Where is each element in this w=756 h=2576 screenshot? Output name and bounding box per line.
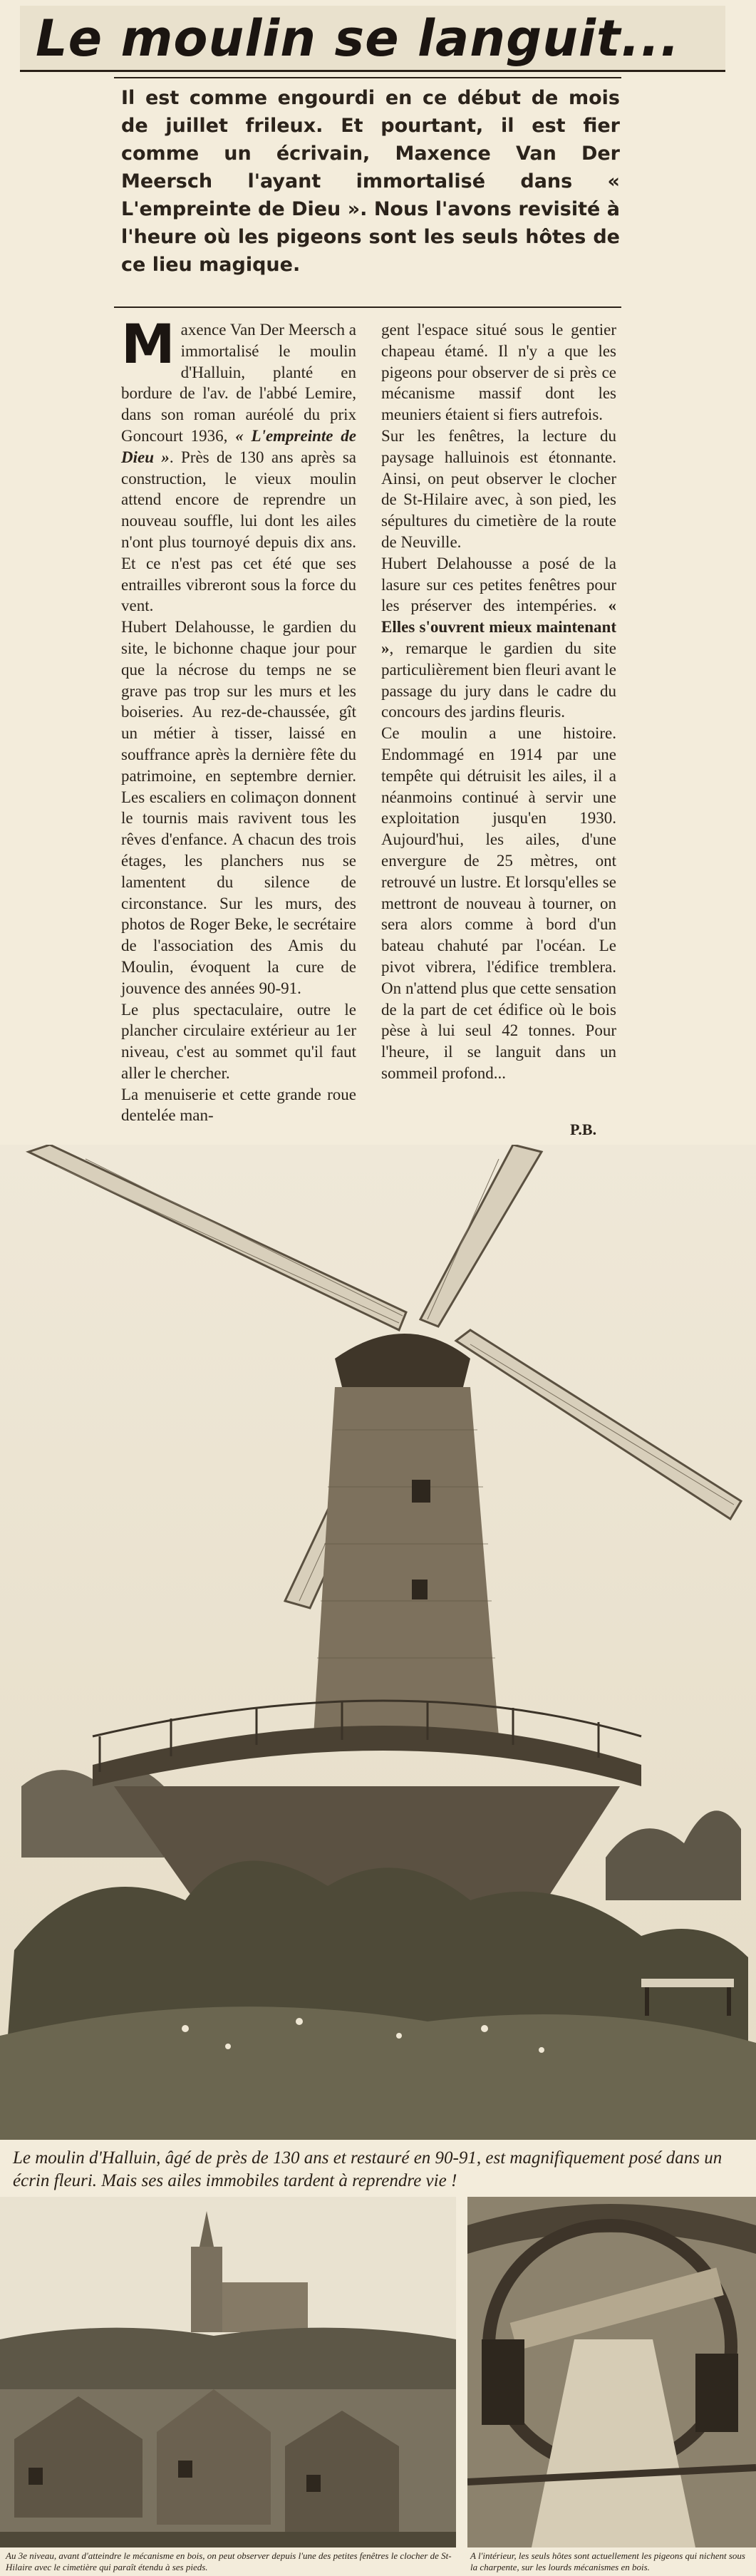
paragraph: Ce moulin a une histoire. Endommagé en 1914 par une tempête qui détruisit les ailes, il a néanmoins continué à servir une exploitation jusqu'en 1930. Aujourd'hui, les ailes, d'une envergure de 25 mètres, ont retrouvé un lustre. Et lorsqu'elles se mettront de nouveau à tourner, on sera alors comme à bord d'un bateau chahuté par l'océan. Le pivot vibrera, l'édifice tremblera. On n'attend plus que cette sensation de la part de cet édifice où le bois pèse à lui seul 42 tonnes. Pour l'heure, il se languit dans un sommeil profond... <box>381 724 616 1082</box>
divider-lead <box>114 306 621 308</box>
article-column-1 <box>121 312 356 1126</box>
paragraph: La menuiserie et cette grande roue dentelée man- <box>121 1085 356 1125</box>
paragraph: Le plus spectaculaire, outre le plancher circulaire extérieur au 1er niveau, c'est au sommet qu'il faut aller le chercher. <box>121 1000 356 1082</box>
paragraph <box>381 553 616 723</box>
text-run: . Près de 130 ans après sa construction, le vieux moulin attend encore de reprendre un nouveau souffle, lui dont les ailes n'ont plus tournoyé depuis dix ans. Et ce n'est pas cet été que ses entrailles vibreront sous la force du vent. <box>121 448 356 615</box>
interior-photo-caption: A l'intérieur, les seuls hôtes sont actuellement les pigeons qui nichent sous la charpente, sur les lourds mécanismes en bois. <box>470 2550 745 2572</box>
text-run: Hubert Delahousse a posé de la lasure sur ces petites fenêtres pour les préserver des intempéries. <box>381 554 616 615</box>
paragraph: Sur les fenêtres, la lecture du paysage halluinois est étonnante. Ainsi, on peut observer le clocher de St-Hilaire avec, à son pied, les sépultures du cimetière de la route de Neuville. <box>381 426 616 551</box>
divider-top <box>114 77 621 78</box>
article-lead: Il est comme engourdi en ce début de mois de juillet frileux. Et pourtant, il est fier comme un écrivain, Maxence Van Der Meersch l'ayant immortalisé dans « L'empreinte de Dieu ». Nous l'avons revisité à l'heure où les pigeons sont les seuls hôtes de ce lieu magique. <box>121 87 620 276</box>
paragraph: Hubert Delahousse, le gardien du site, le bichonne chaque jour pour que la nécrose du temps ne se grave pas trop sur les murs et les boiseries. Au rez-de-chaussée, gît un métier à tisser, laissé en souffrance après la dernière fête du patrimoine, en septembre dernier. Les escaliers en colimaçon donnent le tournis mais ravivent tous les rêves d'enfance. A chacun des trois étages, les planchers nus se lamentent du silence de circonstance. Sur les murs, des photos de Roger Beke, le secrétaire de l'association des Amis du Moulin, évoquent la cure de jouvence des années 90-91. <box>121 618 356 997</box>
church-view-photo <box>0 2197 456 2547</box>
text-run: axence Van Der Meersch a immortalisé le moulin d'Halluin, planté en bordure de l'av. de l'abbé Lemire, dans son roman auréolé du prix Goncourt 1936, <box>121 321 356 445</box>
book-title: « L'empreinte de Dieu » <box>121 426 356 466</box>
article-headline: Le moulin se languit... <box>36 9 680 68</box>
paragraph <box>121 312 356 617</box>
text-run: , remarque le gardien du site particulièrement bien fleuri avant le passage du jury dans le cadre du concours des jardins fleuris. <box>381 639 616 721</box>
author-signature: P.B. <box>570 1120 597 1138</box>
headline-bar <box>20 6 725 72</box>
interior-mechanism-photo <box>467 2197 756 2547</box>
church-photo-caption: Au 3e niveau, avant d'atteindre le mécanisme en bois, on peut observer depuis l'une des petites fenêtres le clocher de St-Hilaire avec le cimetière qui paraît étendu à ses pieds. <box>6 2550 452 2572</box>
drop-cap: M <box>121 312 175 376</box>
main-photo-caption: Le moulin d'Halluin, âgé de près de 130 ans et restauré en 90-91, est magnifiquement posé dans un écrin fleuri. Mais ses ailes immobiles tardent à reprendre vie ! <box>13 2148 723 2190</box>
windmill-photo <box>0 1145 756 2140</box>
article-column-2 <box>381 319 616 1084</box>
quote: « Elles s'ouvrent mieux maintenant » <box>381 597 616 657</box>
paragraph: gent l'espace situé sous le gentier chapeau étamé. Il n'y a que les pigeons pour observer de si près ce mécanisme massif dont les meuniers étaient si fiers autrefois. <box>381 321 616 424</box>
